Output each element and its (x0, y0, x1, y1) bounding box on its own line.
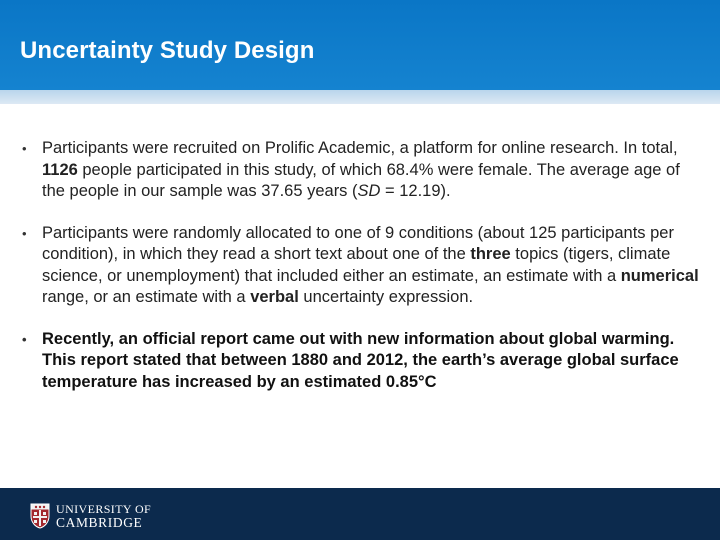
bullet-marker: • (22, 141, 27, 156)
header-band (0, 90, 720, 104)
cambridge-shield-icon (30, 503, 50, 529)
slide-header (0, 0, 720, 90)
text-segment: Participants were randomly allocated to one of 9 conditions (about 125 participants per condition), in which they read a short text about one of the (42, 223, 674, 263)
text-segment: Participants were recruited on Prolific Academic, a platform for online research. In total, (42, 139, 678, 157)
bullet-text: Recently, an official report came out with new information about global warming. This report stated that between 1880 and 2012, the earth’s average global surface temperature has increased by an estimated 0.85°C (42, 329, 679, 391)
text-segment: uncertainty expression. (298, 288, 474, 306)
bullet-text (42, 139, 680, 200)
text-segment: = 12.19). (380, 182, 451, 200)
bullet-marker: • (22, 331, 27, 347)
text-segment-italic: SD (357, 182, 381, 200)
text-segment-bold: 1126 (42, 160, 78, 179)
university-wordmark (56, 503, 151, 529)
bullet-random-allocation (22, 223, 702, 309)
slide-title: Uncertainty Study Design (20, 37, 315, 64)
logo-line-1: UNIVERSITY OF (56, 502, 152, 516)
text-segment-bold: verbal (250, 288, 299, 306)
bullet-report-example (22, 329, 702, 394)
university-logo (30, 502, 151, 530)
bullet-marker: • (22, 225, 27, 241)
text-segment-bold: numerical (620, 266, 699, 285)
text-segment: range, or an estimate with a (42, 288, 251, 306)
logo-line-2: CAMBRIDGE (56, 515, 143, 530)
text-segment: people participated in this study, of which 68.4% were female. The average age of the people in our sample was 37.65 years ( (42, 160, 680, 200)
text-segment-bold: three (470, 245, 511, 263)
bullet-participants-recruitment (22, 138, 702, 203)
bullet-text (42, 224, 699, 307)
text-segment: topics (tigers, climate science, or unemployment) that included either an estimate, an estimate with a (42, 245, 671, 285)
slide-body (22, 138, 702, 413)
